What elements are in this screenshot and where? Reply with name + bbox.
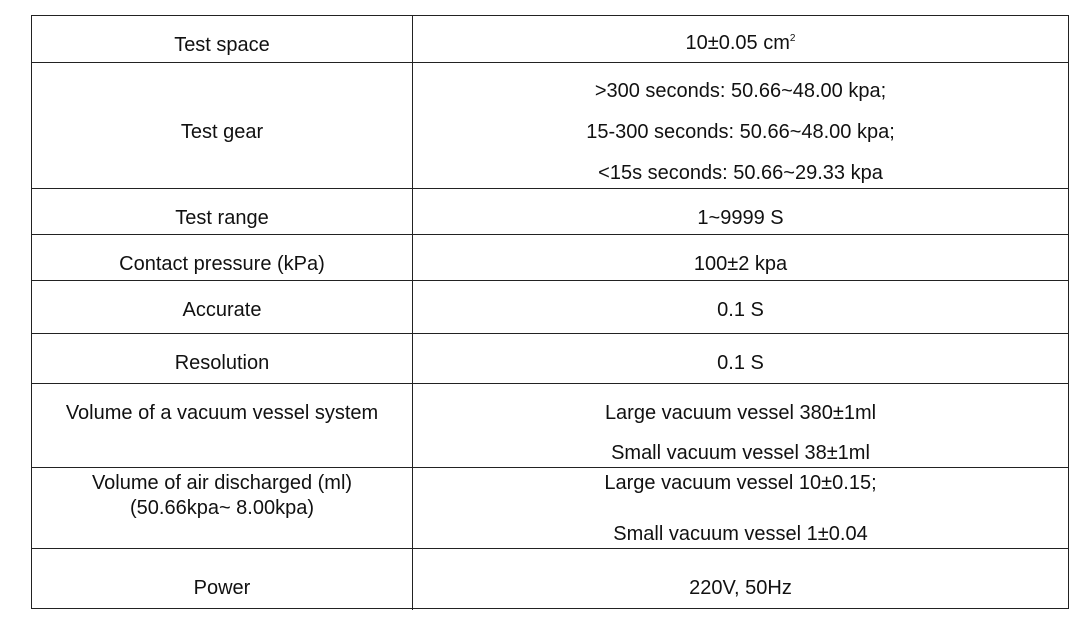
row-value: 0.1 S <box>717 299 764 321</box>
table-row <box>32 189 1068 235</box>
row-value: 10±0.05 $cm^2$ <box>685 32 796 54</box>
row-label: Contact pressure (kPa) <box>119 253 325 275</box>
row-label-cell <box>32 189 413 234</box>
row-label-cell <box>32 334 413 383</box>
row-label: Test space <box>174 34 270 56</box>
row-value-cell <box>413 468 1068 548</box>
row-value: <15s seconds: 50.66~29.33 kpa <box>598 162 883 184</box>
table-row <box>32 334 1068 384</box>
table-row <box>32 63 1068 189</box>
row-label-cell <box>32 549 413 610</box>
row-label-cell <box>32 281 413 333</box>
row-value-cell <box>413 384 1068 467</box>
row-label-cell <box>32 384 413 467</box>
row-label: Test gear <box>180 121 264 143</box>
row-label-cell <box>32 468 413 548</box>
row-label: Power <box>193 577 251 599</box>
row-value: 100±2 kpa <box>693 253 788 275</box>
row-value: 0.1 S <box>717 352 764 374</box>
table-row <box>32 235 1068 281</box>
row-label: Test range <box>175 207 269 229</box>
row-label-cell <box>32 235 413 280</box>
row-value: 15-300 seconds: 50.66~48.00 kpa; <box>586 121 895 143</box>
row-value: 220V, 50Hz <box>689 577 792 599</box>
table-row <box>32 468 1068 549</box>
table-row <box>32 384 1068 468</box>
row-value: >300 seconds: 50.66~48.00 kpa; <box>594 80 887 102</box>
row-value-cell <box>413 63 1068 188</box>
table-row <box>32 16 1068 63</box>
table-row <box>32 281 1068 334</box>
row-value-cell <box>413 549 1068 610</box>
row-value-cell <box>413 16 1068 62</box>
row-label: Volume of air discharged (ml) <box>91 472 353 494</box>
row-value: Large vacuum vessel 380±1ml <box>604 402 877 424</box>
row-label: Volume of a vacuum vessel system <box>65 402 379 424</box>
row-label: (50.66kpa~ 8.00kpa) <box>129 497 315 519</box>
row-value-cell <box>413 189 1068 234</box>
row-value-cell <box>413 334 1068 383</box>
row-value: Small vacuum vessel 1±0.04 <box>613 523 868 545</box>
row-label: Resolution <box>174 352 270 374</box>
row-value: Small vacuum vessel 38±1ml <box>611 442 870 464</box>
superscript: 2 <box>789 33 796 44</box>
row-value-cell <box>413 235 1068 280</box>
row-value: Large vacuum vessel 10±0.15; <box>604 472 877 494</box>
row-label: Accurate <box>182 299 262 321</box>
table-row <box>32 549 1068 610</box>
row-label-cell <box>32 63 413 188</box>
spec-table <box>31 15 1069 609</box>
row-label-cell <box>32 16 413 62</box>
row-value-cell <box>413 281 1068 333</box>
row-value: 1~9999 S <box>697 207 784 229</box>
